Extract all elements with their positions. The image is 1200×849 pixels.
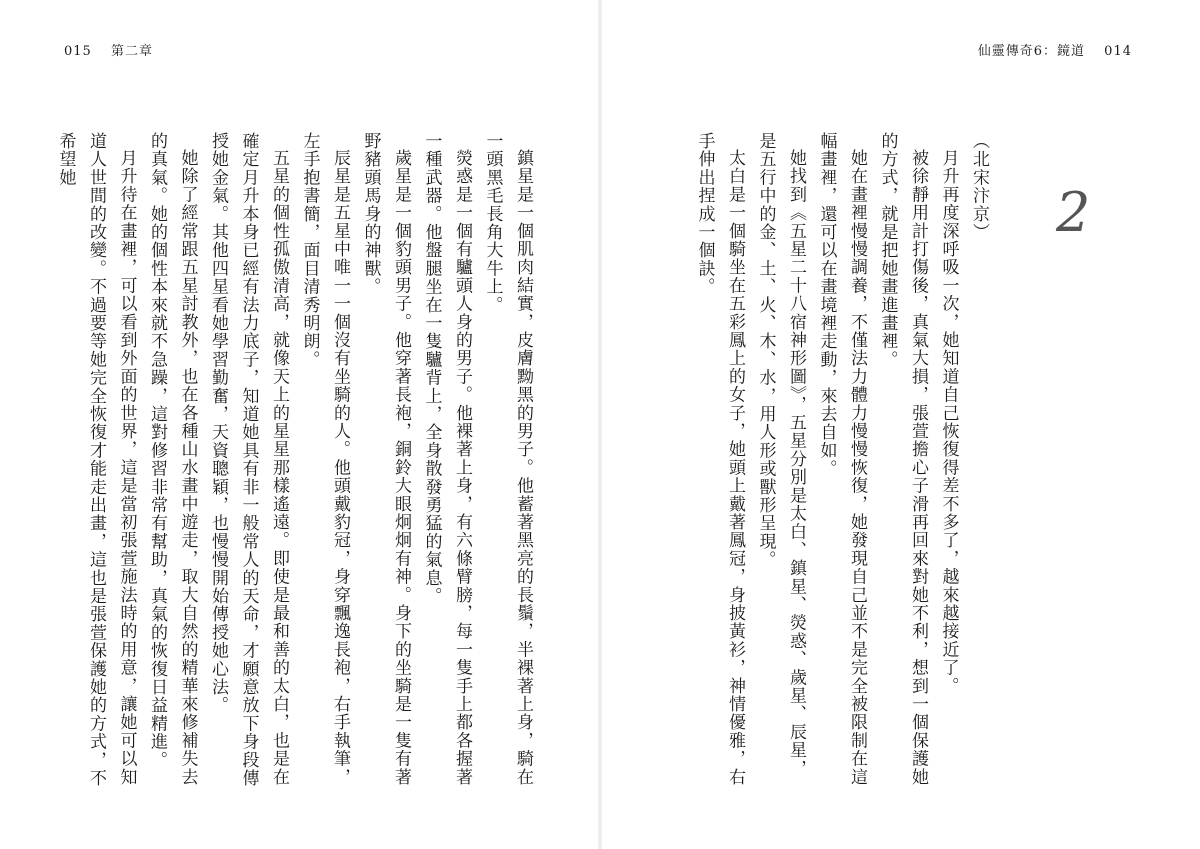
- paragraph: 太白是一個騎坐在五彩鳳上的女子，她頭上戴著鳳冠，身披黃衫，神情優雅，右手伸出捏成一個訣。: [694, 132, 745, 786]
- chapter-number: 2: [1056, 181, 1091, 244]
- paragraph: 辰星是五星中唯一一個沒有坐騎的人。他頭戴豹冠，身穿飄逸長袍，右手執筆，左手抱書簡，面目清秀明朗。: [299, 132, 350, 786]
- left-page-text: [56, 132, 538, 792]
- paragraph: 被徐靜用計打傷後，真氣大損，張萱擔心子滑再回來對她不利，想到一個保護她的方式，就是把她畫進畫裡。: [877, 132, 928, 786]
- paragraph: 月升再度深呼吸一次，她知道自己恢復得差不多了，越來越接近了。: [938, 149, 959, 695]
- paragraph: 五星的個性孤傲清高，就像天上的星星那樣遙遠。即使是最和善的太白，也是在確定月升本身已經有法力底子，知道她具有非一般常人的天命，才願意放下身段傳授她金氣。其他四星看她學習勤奮，天資聰穎，也慢慢開始傳授她心法。: [208, 132, 289, 788]
- paragraph: 她找到《五星二十八宿神形圖》，五星分別是太白、鎮星、熒惑、歲星、辰星，是五行中的金、土、火、木、水，用人形或獸形呈現。: [755, 132, 806, 778]
- paragraph: 她除了經常跟五星討教外，也在各種山水畫中遊走，取大自然的精華來修補失去的真氣。她的個性本來就不急躁，這對修習非常有幫助，真氣的恢復日益精進。: [147, 132, 198, 786]
- left-page-header: [64, 40, 153, 59]
- chapter-subtitle: （北宋汴京）: [969, 132, 989, 242]
- right-page-number: 014: [1104, 44, 1132, 59]
- right-page-header: [978, 40, 1132, 59]
- book-title: 仙靈傳奇6：鏡道: [977, 44, 1086, 59]
- left-chapter-label: 第二章: [110, 44, 153, 59]
- paragraph: 鎮星是一個肌肉結實，皮膚黝黑的男子。他蓄著黑亮的長鬚，半裸著上身，騎在一頭黑毛長角大牛上。: [482, 132, 533, 786]
- right-page-text: [654, 132, 994, 792]
- paragraph: 她在畫裡慢慢調養，不僅法力體力慢慢恢復，她發現自己並不是完全被限制在這幅畫裡，還可以在畫境裡走動，來去自如。: [816, 132, 867, 786]
- paragraph: 熒惑是一個有驢頭人身的男子。他裸著上身，有六條臂膀，每一隻手上都各握著一種武器。他盤腿坐在一隻驢背上，全身散發勇猛的氣息。: [421, 132, 472, 786]
- paragraph: 歲星是一個豹頭男子。他穿著長袍，銅鈴大眼炯炯有神。身下的坐騎是一隻有著野豬頭馬身的神獸。: [360, 132, 411, 786]
- book-gutter: [598, 0, 602, 849]
- paragraph: 月升待在畫裡，可以看到外面的世界，這是當初張萱施法時的用意，讓她可以知道人世間的改變。不過要等她完全恢復才能走出畫，這也是張萱保護她的方式，不希望她: [55, 132, 137, 788]
- left-page-number: 015: [64, 44, 92, 59]
